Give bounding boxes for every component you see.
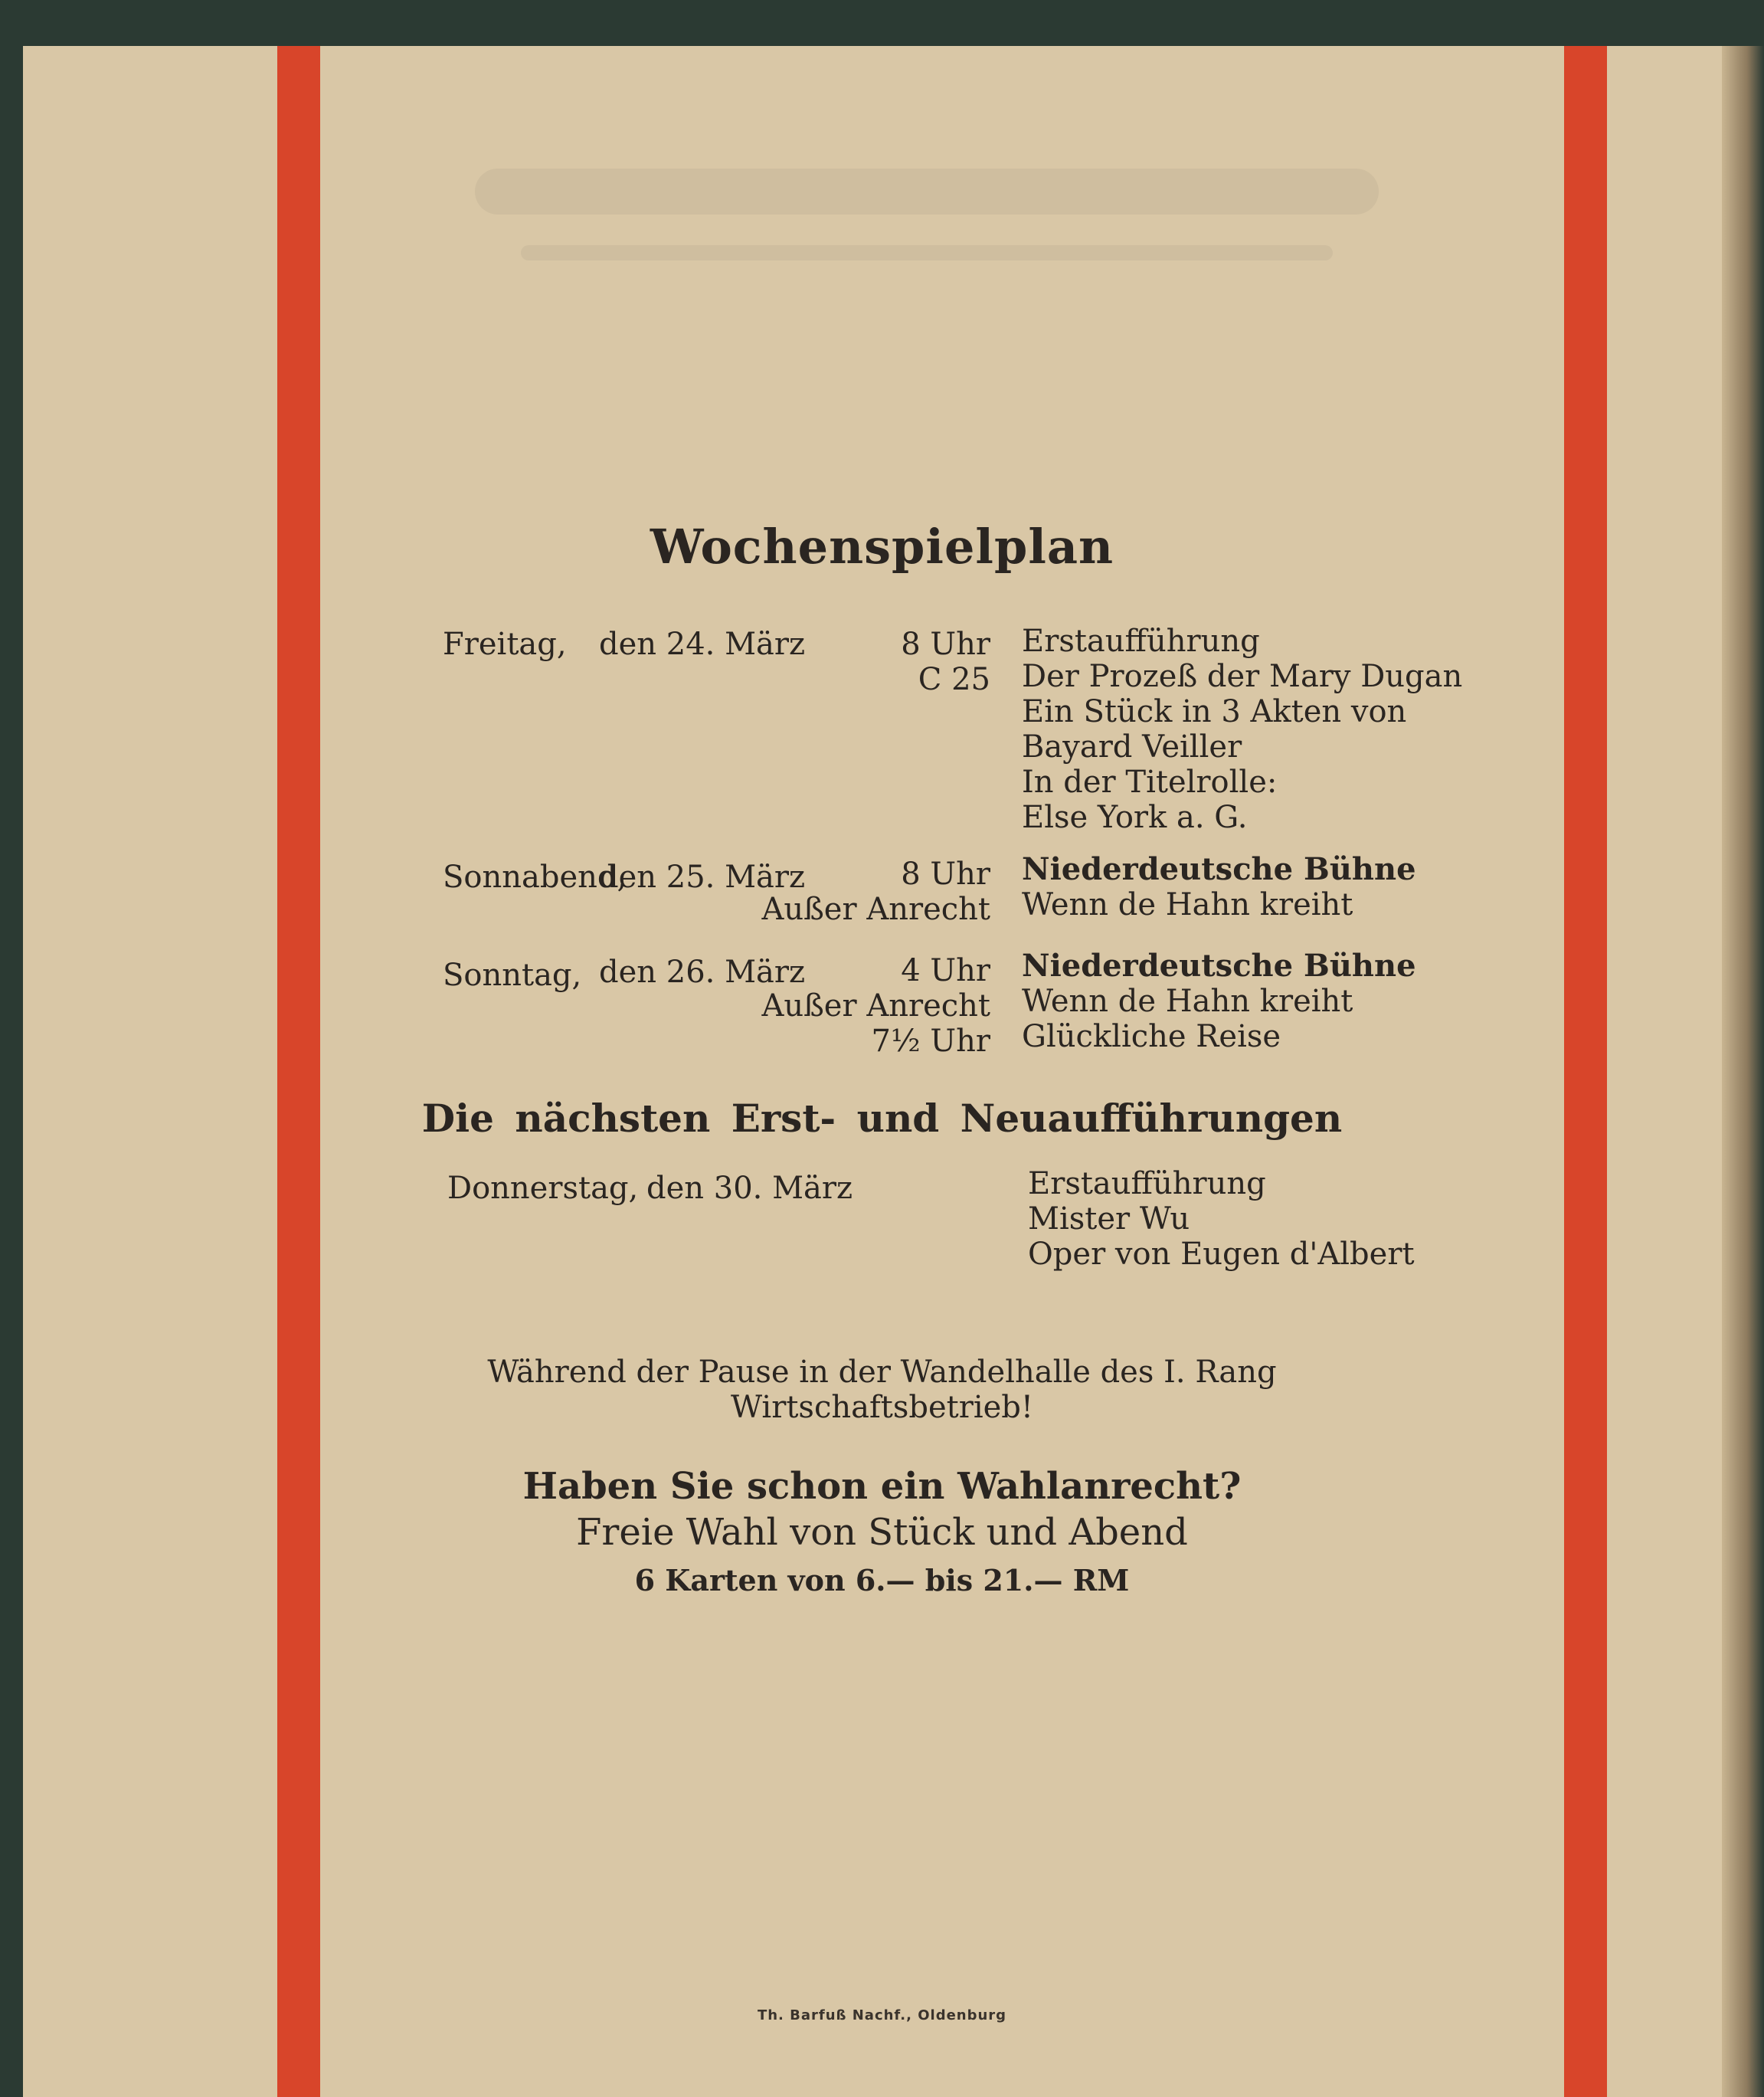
upcoming-title: Die nächsten Erst- und Neuaufführungen bbox=[421, 1096, 1343, 1141]
entry-line: In der Titelrolle: bbox=[1022, 765, 1278, 800]
upcoming-line: Oper von Eugen d'Albert bbox=[1028, 1237, 1415, 1272]
subscription-subline: Freie Wahl von Stück und Abend bbox=[576, 1511, 1188, 1554]
entry-time: 4 Uhr bbox=[901, 953, 990, 988]
upcoming-line: Erstaufführung bbox=[1028, 1166, 1266, 1201]
entry-line: Niederdeutsche Bühne bbox=[1022, 948, 1416, 984]
entry-line: Der Prozeß der Mary Dugan bbox=[1022, 659, 1463, 694]
entry-time: 8 Uhr bbox=[901, 857, 990, 892]
entry-time: 7½ Uhr bbox=[871, 1024, 990, 1059]
entry-day: Sonnabend, bbox=[443, 860, 627, 895]
subscription-headline: Haben Sie schon ein Wahlanrecht? bbox=[522, 1465, 1242, 1508]
entry-date: den 24. März bbox=[599, 627, 806, 662]
entry-line: Ein Stück in 3 Akten von bbox=[1022, 694, 1407, 729]
entry-line: Wenn de Hahn kreiht bbox=[1022, 984, 1353, 1019]
upcoming-day: Donnerstag, bbox=[447, 1171, 639, 1206]
entry-day: Freitag, bbox=[443, 627, 567, 662]
printer-imprint: Th. Barfuß Nachf., Oldenburg bbox=[757, 2007, 1007, 2023]
entry-line: Niederdeutsche Bühne bbox=[1022, 851, 1416, 887]
entry-series: Außer Anrecht bbox=[761, 892, 990, 927]
notice-line: Wirtschaftsbetrieb! bbox=[731, 1390, 1033, 1425]
entry-date: den 26. März bbox=[599, 955, 806, 990]
show-through-bleed bbox=[429, 138, 1425, 291]
subscription-price: 6 Karten von 6.— bis 21.— RM bbox=[634, 1563, 1130, 1597]
entry-day: Sonntag, bbox=[443, 958, 582, 993]
upcoming-date: den 30. März bbox=[646, 1171, 853, 1206]
entry-series: Außer Anrecht bbox=[761, 988, 990, 1024]
entry-line: Bayard Veiller bbox=[1022, 729, 1242, 765]
entry-line: Erstaufführung bbox=[1022, 624, 1260, 659]
entry-line: Glückliche Reise bbox=[1022, 1019, 1281, 1054]
upcoming-line: Mister Wu bbox=[1028, 1201, 1190, 1237]
entry-line: Else York a. G. bbox=[1022, 800, 1248, 835]
notice-line: Während der Pause in der Wandelhalle des I. Rang bbox=[487, 1355, 1277, 1390]
entry-time: 8 Uhr bbox=[901, 627, 990, 662]
entry-date: den 25. März bbox=[599, 860, 806, 895]
red-stripe-left bbox=[277, 46, 320, 2097]
red-stripe-right bbox=[1564, 46, 1607, 2097]
entry-line: Wenn de Hahn kreiht bbox=[1022, 887, 1353, 922]
page-title: Wochenspielplan bbox=[650, 519, 1114, 575]
page-edge bbox=[1722, 46, 1764, 2097]
entry-series: C 25 bbox=[918, 662, 990, 697]
